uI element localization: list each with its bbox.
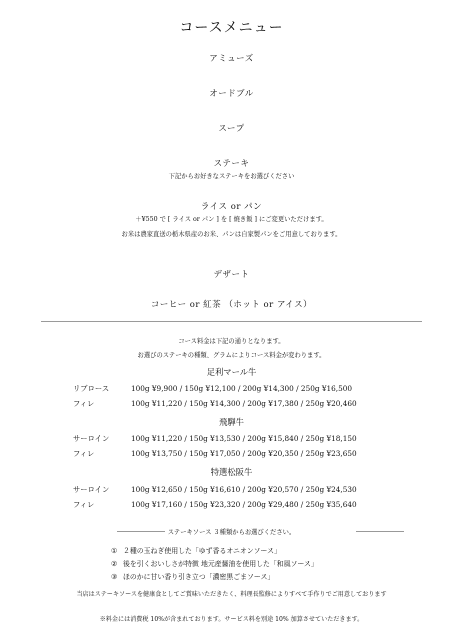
price-row [73, 399, 357, 409]
cut-prices: 100g ¥13,750 / 150g ¥17,050 / 200g ¥20,350 / 250g ¥23,650 [131, 449, 357, 458]
sauce-heading: ステーキソース ３種類からお選びください。 [167, 529, 296, 536]
price-row [73, 449, 357, 459]
sauce-number: ③ [111, 573, 118, 581]
section-divider [41, 321, 422, 322]
steak-note: 下記からお好きなステーキをお選びください [168, 173, 295, 180]
course-rice-bread: ライス or パン [200, 202, 263, 212]
price-row [73, 485, 357, 495]
course-amuse: アミューズ [209, 54, 254, 64]
sauce-number: ① [111, 547, 118, 555]
price-row [73, 434, 357, 444]
rice-note-1: ＋¥550 で [ ライス or パン ] を [ 焼き飯 ] にご変更いただけます。 [135, 216, 328, 223]
pricing-intro-1: コース料金は下記の通りとなります。 [178, 338, 285, 345]
sauce-item [111, 571, 274, 581]
beef-group-name: 特選松阪牛 [210, 467, 253, 477]
course-soup: スープ [218, 124, 245, 134]
cut-prices: 100g ¥11,220 / 150g ¥14,300 / 200g ¥17,380 / 250g ¥20,460 [131, 399, 357, 408]
sauce-note: 当店はステーキソースを健康食としてご賞味いただきたく、料理長監修によりすべて手作りでご用意しております [76, 591, 387, 598]
cut-prices: 100g ¥17,160 / 150g ¥23,320 / 200g ¥29,480 / 250g ¥35,640 [131, 500, 357, 509]
sauce-text: ほのかに甘い香り引き立つ「濃密黒ごまソース」 [123, 573, 275, 581]
footer-note: ※料金には消費税 10%が含まれております。サービス料を別途 10% 加算させていただきます。 [99, 616, 364, 623]
sauce-text: ２種の玉ねぎ使用した「ゆず香るオニオンソース」 [123, 547, 281, 555]
sauce-item [111, 545, 281, 555]
cut-name: フィレ [73, 449, 95, 458]
course-steak: ステーキ [213, 159, 250, 169]
sauce-number: ② [111, 560, 118, 568]
cut-name: フィレ [73, 399, 95, 408]
cut-name: サーロイン [73, 434, 110, 443]
cut-prices: 100g ¥12,650 / 150g ¥16,610 / 200g ¥20,570 / 250g ¥24,530 [131, 485, 357, 494]
pricing-intro-2: お選びのステーキの種類、グラムによりコース料金が変わります。 [137, 352, 326, 359]
course-drink: コーヒー or 紅茶 （ホット or アイス） [150, 300, 313, 310]
rice-note-2: お米は農家直送の栃木県産のお米、パンは自家製パンをご用意しております。 [121, 231, 342, 238]
beef-group-name: 足利マール牛 [206, 367, 257, 377]
course-hors-doeuvre: オードブル [209, 89, 254, 99]
cut-name: フィレ [73, 500, 95, 509]
sauce-text: 後を引くおいしさが特徴 地元産醤油を使用した「和風ソース」 [123, 560, 318, 568]
cut-name: リブロース [73, 384, 110, 393]
price-row [73, 500, 357, 510]
price-row [73, 384, 352, 394]
beef-group-name: 飛騨牛 [219, 417, 244, 427]
cut-prices: 100g ¥11,220 / 150g ¥13,530 / 200g ¥15,840 / 250g ¥18,150 [131, 434, 357, 443]
cut-name: サーロイン [73, 485, 110, 494]
cut-prices: 100g ¥9,900 / 150g ¥12,100 / 200g ¥14,300 / 250g ¥16,500 [131, 384, 353, 393]
sauce-item [111, 558, 318, 568]
course-dessert: デザート [213, 270, 250, 280]
page-title: コースメニュー [179, 20, 284, 36]
